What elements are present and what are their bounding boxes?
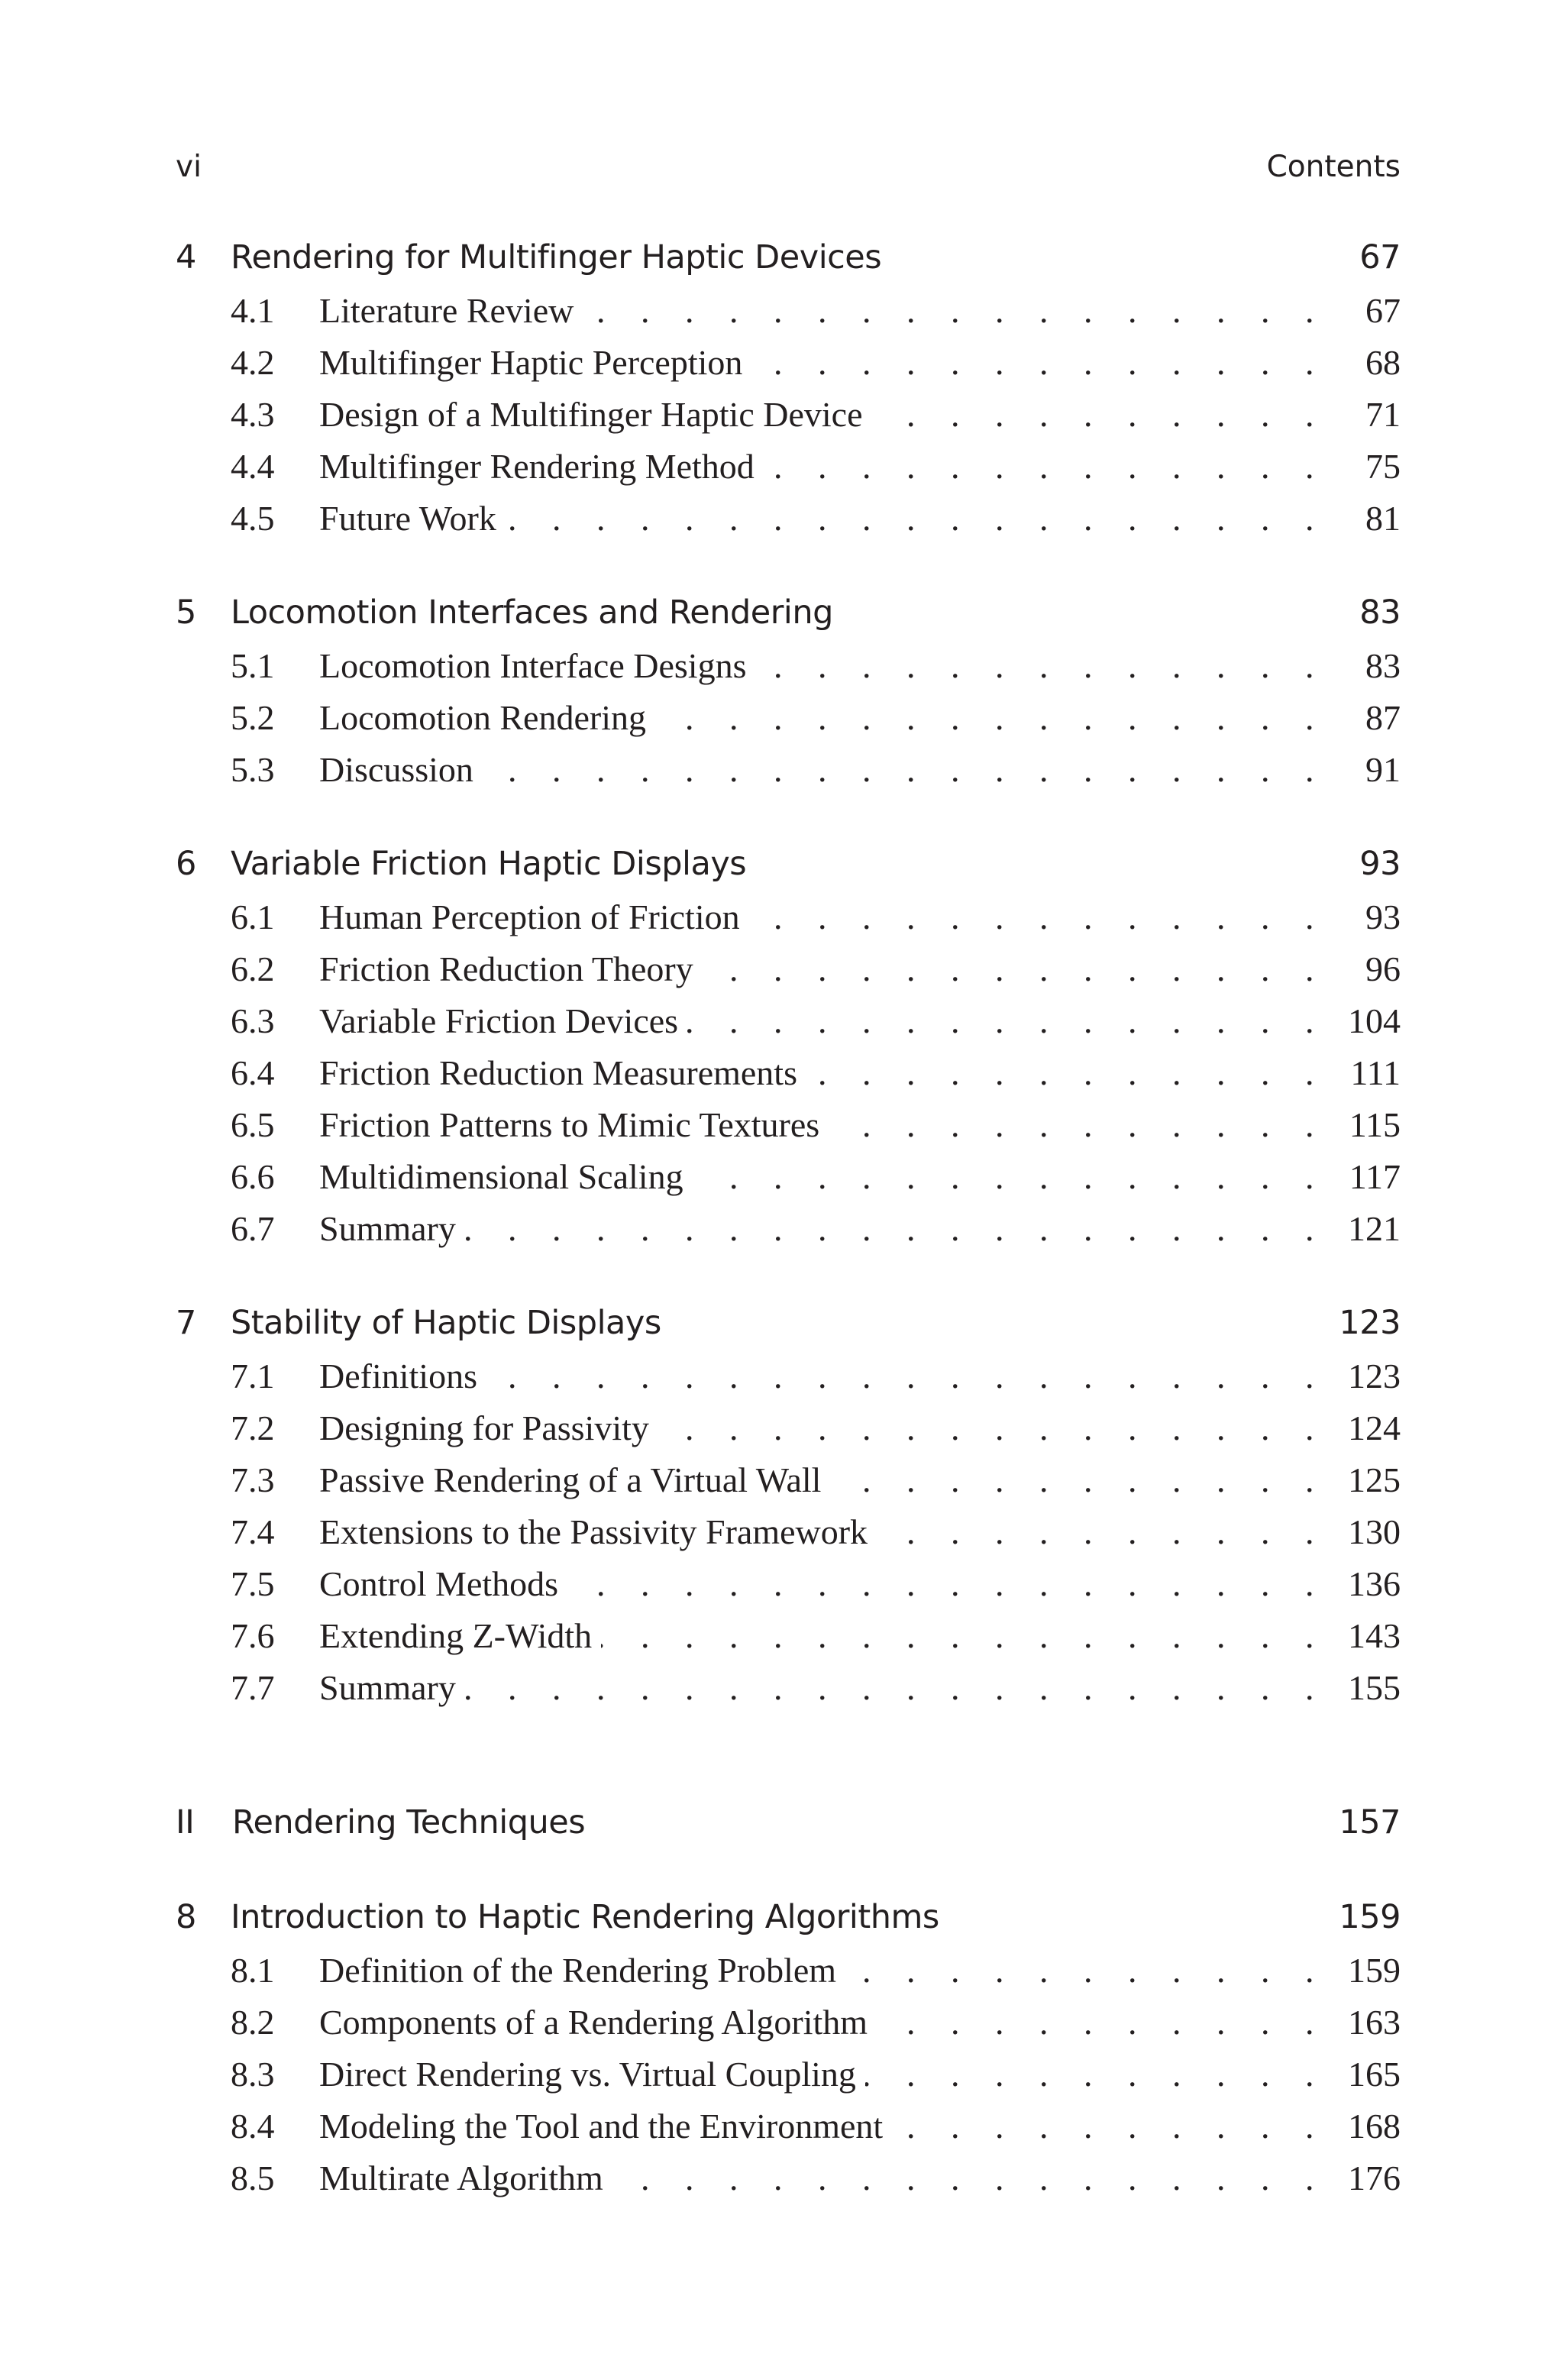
- section-title: Definition of the Rendering Problem: [319, 1951, 837, 1990]
- section-page-number: 165: [1348, 2055, 1401, 2094]
- section-number: 8.1: [231, 1951, 275, 1990]
- section-entry[interactable]: [176, 1001, 1401, 1053]
- section-page-number: 123: [1348, 1357, 1401, 1395]
- chapter-page-number: 83: [1359, 593, 1401, 632]
- dot-leader: [892, 2106, 1327, 2146]
- dot-leader: [506, 498, 1327, 538]
- chapter-number: 5: [176, 593, 196, 632]
- section-number: 7.2: [231, 1408, 275, 1447]
- chapter-number: 4: [176, 238, 196, 276]
- section-entry[interactable]: [176, 1104, 1401, 1156]
- dot-leader: [755, 645, 1327, 686]
- section-number: 5.3: [231, 750, 275, 789]
- dot-leader: [751, 342, 1327, 383]
- section-entry[interactable]: [176, 1460, 1401, 1512]
- section-page-number: 71: [1365, 395, 1401, 434]
- dot-leader: [465, 1667, 1327, 1708]
- section-entry[interactable]: [176, 1408, 1401, 1460]
- section-page-number: 81: [1365, 499, 1401, 538]
- dot-leader: [483, 749, 1327, 790]
- section-entry[interactable]: [176, 1667, 1401, 1719]
- section-entry[interactable]: [176, 1512, 1401, 1563]
- dot-leader: [601, 1615, 1327, 1656]
- section-title: Design of a Multifinger Haptic Device: [319, 395, 863, 434]
- section-title: Extending Z-Width: [319, 1616, 593, 1655]
- toc-chapter: [176, 1304, 1401, 1719]
- section-entry[interactable]: [176, 394, 1401, 446]
- section-number: 7.5: [231, 1564, 275, 1603]
- chapter-entry[interactable]: [176, 593, 1401, 645]
- section-page-number: 159: [1348, 1951, 1401, 1990]
- chapter-page-number: 159: [1339, 1898, 1401, 1936]
- section-page-number: 104: [1348, 1001, 1401, 1040]
- section-entry[interactable]: [176, 645, 1401, 697]
- section-page-number: 163: [1348, 2003, 1401, 2042]
- section-number: 7.7: [231, 1668, 275, 1707]
- dot-leader: [877, 1512, 1327, 1552]
- section-page-number: 136: [1348, 1564, 1401, 1603]
- section-page-number: 75: [1365, 447, 1401, 486]
- section-number: 6.7: [231, 1209, 275, 1248]
- section-title: Components of a Rendering Algorithm: [319, 2003, 868, 2042]
- section-title: Control Methods: [319, 1564, 559, 1603]
- dot-leader: [806, 1053, 1327, 1093]
- chapter-title: Locomotion Interfaces and Rendering: [231, 593, 833, 632]
- section-page-number: 67: [1365, 291, 1401, 330]
- section-title: Extensions to the Passivity Framework: [319, 1512, 868, 1551]
- section-title: Locomotion Interface Designs: [319, 646, 747, 685]
- dot-leader: [486, 1356, 1327, 1396]
- section-entry[interactable]: [176, 1053, 1401, 1104]
- section-entry[interactable]: [176, 897, 1401, 949]
- section-title: Multirate Algorithm: [319, 2158, 603, 2197]
- dot-leader: [764, 446, 1327, 487]
- chapter-entry[interactable]: [176, 845, 1401, 897]
- chapter-title: Rendering for Multifinger Haptic Devices: [231, 238, 882, 276]
- section-page-number: 117: [1349, 1157, 1401, 1196]
- section-entry[interactable]: [176, 1356, 1401, 1408]
- section-number: 6.6: [231, 1157, 275, 1196]
- section-number: 6.3: [231, 1001, 275, 1040]
- dot-leader: [583, 290, 1327, 331]
- part-number: II: [176, 1803, 195, 1842]
- chapter-number: 7: [176, 1304, 196, 1342]
- section-entry[interactable]: [176, 2002, 1401, 2054]
- section-page-number: 111: [1350, 1053, 1401, 1092]
- section-entry[interactable]: [176, 749, 1401, 801]
- section-title: Friction Reduction Theory: [319, 949, 693, 988]
- chapter-number: 6: [176, 845, 196, 883]
- dot-leader: [865, 2054, 1327, 2094]
- dot-leader: [658, 1408, 1327, 1448]
- chapter-page-number: 67: [1359, 238, 1401, 276]
- dot-leader: [567, 1563, 1327, 1604]
- section-title: Passive Rendering of a Virtual Wall: [319, 1460, 822, 1499]
- section-title: Multifinger Haptic Perception: [319, 343, 743, 382]
- section-entry[interactable]: [176, 2158, 1401, 2210]
- section-number: 7.4: [231, 1512, 275, 1551]
- section-page-number: 143: [1348, 1616, 1401, 1655]
- part-page-number: 157: [1339, 1803, 1401, 1842]
- toc-chapter: [176, 593, 1401, 801]
- section-title: Locomotion Rendering: [319, 698, 646, 737]
- section-page-number: 125: [1348, 1460, 1401, 1499]
- section-entry[interactable]: [176, 446, 1401, 498]
- section-page-number: 91: [1365, 750, 1401, 789]
- section-number: 6.2: [231, 949, 275, 988]
- section-page-number: 115: [1349, 1105, 1401, 1144]
- section-number: 7.6: [231, 1616, 275, 1655]
- dot-leader: [830, 1460, 1327, 1500]
- section-page-number: 83: [1365, 646, 1401, 685]
- section-page-number: 96: [1365, 949, 1401, 988]
- section-number: 6.5: [231, 1105, 275, 1144]
- section-page-number: 176: [1348, 2158, 1401, 2197]
- dot-leader: [749, 897, 1327, 937]
- dot-leader: [465, 1208, 1327, 1249]
- dot-leader: [845, 1950, 1327, 1990]
- section-number: 4.2: [231, 343, 275, 382]
- section-page-number: 68: [1365, 343, 1401, 382]
- part-entry[interactable]: [176, 1803, 1401, 1855]
- section-entry[interactable]: [176, 342, 1401, 394]
- section-page-number: 93: [1365, 897, 1401, 936]
- page-number: vi: [176, 150, 202, 184]
- running-head: [176, 150, 1401, 192]
- section-entry[interactable]: [176, 949, 1401, 1001]
- section-entry[interactable]: [176, 498, 1401, 550]
- dot-leader: [693, 1156, 1327, 1197]
- section-number: 5.1: [231, 646, 275, 685]
- table-of-contents: [176, 238, 1401, 2210]
- section-entry[interactable]: [176, 2054, 1401, 2106]
- section-number: 4.4: [231, 447, 275, 486]
- section-title: Multidimensional Scaling: [319, 1157, 683, 1196]
- section-entry[interactable]: [176, 1615, 1401, 1667]
- section-number: 6.1: [231, 897, 275, 936]
- section-number: 8.4: [231, 2107, 275, 2146]
- section-title: Definitions: [319, 1357, 477, 1395]
- chapter-title: Stability of Haptic Displays: [231, 1304, 661, 1342]
- section-title: Friction Patterns to Mimic Textures: [319, 1105, 820, 1144]
- section-entry[interactable]: [176, 697, 1401, 749]
- chapter-page-number: 93: [1359, 845, 1401, 883]
- toc-chapter: [176, 845, 1401, 1260]
- chapter-title: Introduction to Haptic Rendering Algorithms: [231, 1898, 939, 1936]
- section-number: 7.1: [231, 1357, 275, 1395]
- dot-leader: [655, 697, 1327, 738]
- toc-chapter: [176, 238, 1401, 550]
- section-number: 5.2: [231, 698, 275, 737]
- section-entry[interactable]: [176, 1208, 1401, 1260]
- section-title: Designing for Passivity: [319, 1408, 649, 1447]
- chapter-entry[interactable]: [176, 1898, 1401, 1950]
- section-number: 4.5: [231, 499, 275, 538]
- section-title: Human Perception of Friction: [319, 897, 740, 936]
- section-title: Modeling the Tool and the Environment: [319, 2107, 884, 2146]
- section-number: 8.2: [231, 2003, 275, 2042]
- running-head-title: Contents: [1266, 150, 1401, 184]
- section-title: Future Work: [319, 499, 496, 538]
- section-entry[interactable]: [176, 1156, 1401, 1208]
- dot-leader: [703, 949, 1327, 989]
- section-title: Summary: [319, 1209, 456, 1248]
- section-entry[interactable]: [176, 1563, 1401, 1615]
- section-number: 7.3: [231, 1460, 275, 1499]
- section-page-number: 130: [1348, 1512, 1401, 1551]
- dot-leader: [829, 1104, 1327, 1145]
- section-title: Direct Rendering vs. Virtual Coupling: [319, 2055, 856, 2094]
- section-page-number: 168: [1348, 2107, 1401, 2146]
- section-number: 8.5: [231, 2158, 275, 2197]
- section-title: Variable Friction Devices: [319, 1001, 679, 1040]
- book-page: [176, 150, 1401, 2253]
- toc-chapter: [176, 1898, 1401, 2210]
- section-page-number: 155: [1348, 1668, 1401, 1707]
- chapter-entry[interactable]: [176, 1304, 1401, 1356]
- section-number: 4.1: [231, 291, 275, 330]
- chapter-entry[interactable]: [176, 238, 1401, 290]
- dot-leader: [872, 394, 1328, 435]
- dot-leader: [687, 1001, 1327, 1041]
- section-title: Literature Review: [319, 291, 574, 330]
- section-number: 8.3: [231, 2055, 275, 2094]
- part-title: Rendering Techniques: [232, 1803, 586, 1842]
- section-title: Friction Reduction Measurements: [319, 1053, 797, 1092]
- chapter-title: Variable Friction Haptic Displays: [231, 845, 747, 883]
- section-page-number: 121: [1348, 1209, 1401, 1248]
- section-number: 6.4: [231, 1053, 275, 1092]
- dot-leader: [612, 2158, 1327, 2198]
- section-title: Multifinger Rendering Method: [319, 447, 755, 486]
- chapter-page-number: 123: [1339, 1304, 1401, 1342]
- section-entry[interactable]: [176, 1950, 1401, 2002]
- section-page-number: 124: [1348, 1408, 1401, 1447]
- section-page-number: 87: [1365, 698, 1401, 737]
- dot-leader: [877, 2002, 1327, 2042]
- chapter-number: 8: [176, 1898, 196, 1936]
- section-entry[interactable]: [176, 290, 1401, 342]
- section-title: Discussion: [319, 750, 473, 789]
- section-number: 4.3: [231, 395, 275, 434]
- section-title: Summary: [319, 1668, 456, 1707]
- section-entry[interactable]: [176, 2106, 1401, 2158]
